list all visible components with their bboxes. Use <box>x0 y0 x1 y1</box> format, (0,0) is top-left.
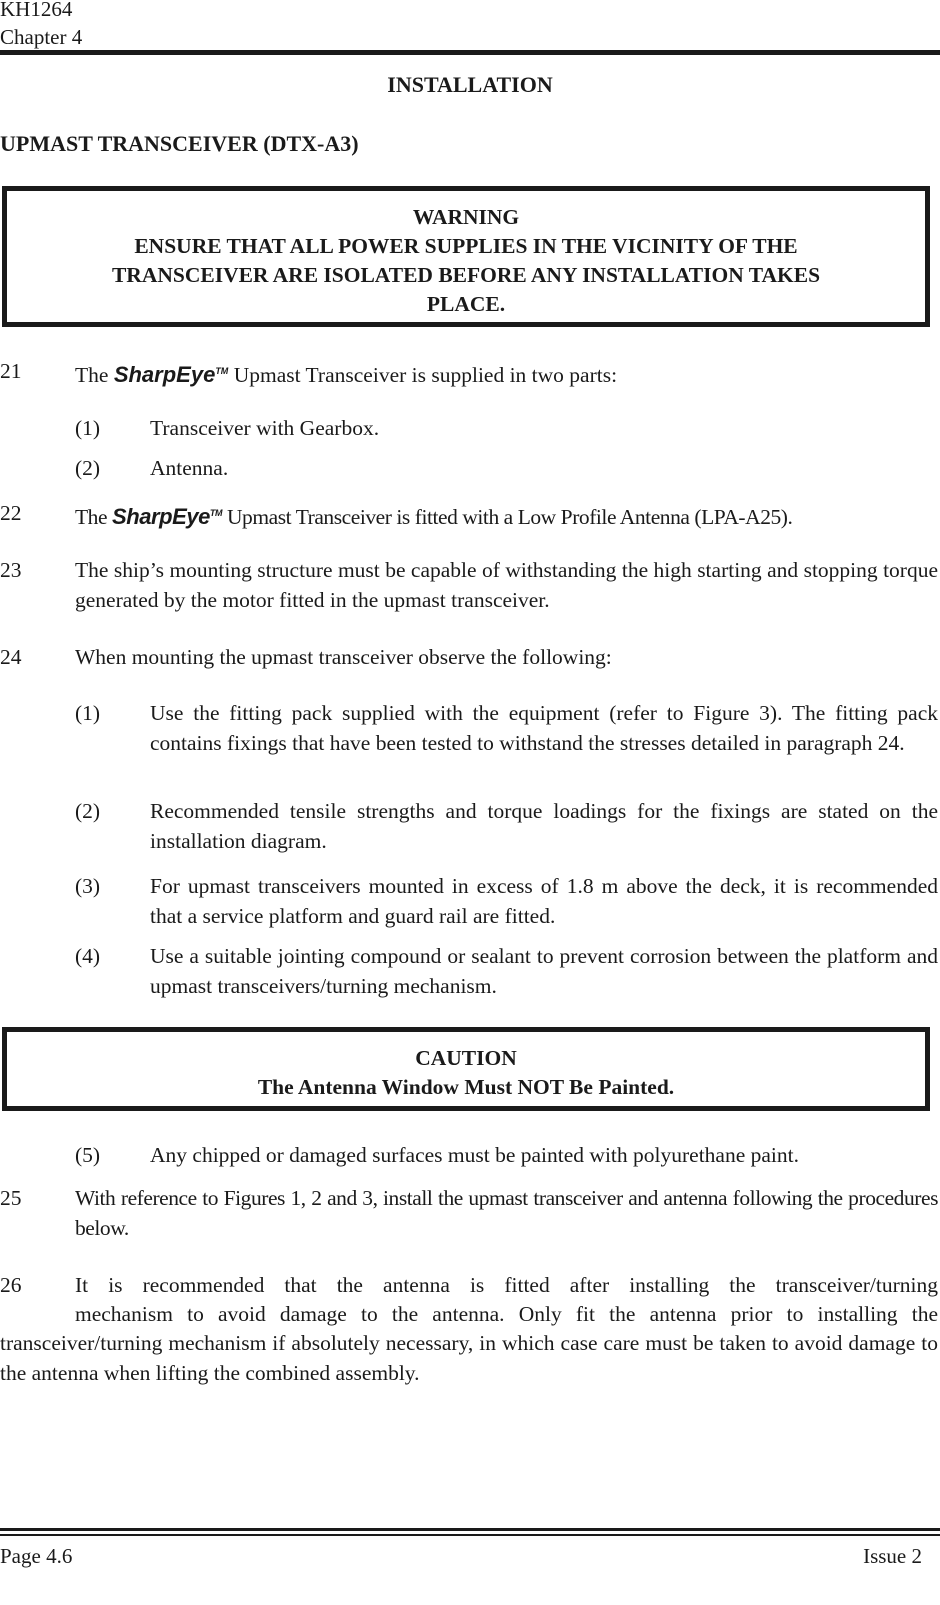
para-26-line-1: It is recommended that the antenna is fitted after installing the transceiver/turning <box>75 1273 938 1297</box>
list-item-number: (1) <box>75 701 101 725</box>
list-item: Use the fitting pack supplied with the equipment (refer to Figure 3). The fitting pack contains fixings that have been tested to withstand the stresses detailed in paragraph 24. <box>150 701 938 755</box>
para-22: The SharpEye™ Upmast Transceiver is fitted with a Low Profile Antenna (LPA-A25). <box>75 504 793 529</box>
caution-title: CAUTION <box>415 1046 517 1070</box>
section-title: INSTALLATION <box>387 72 553 97</box>
subsection-title: UPMAST TRANSCEIVER (DTX-A3) <box>0 131 359 156</box>
para-21: The SharpEye™ Upmast Transceiver is supplied in two parts: <box>75 362 618 387</box>
para-25: With reference to Figures 1, 2 and 3, install the upmast transceiver and antenna following the procedures below. <box>75 1186 938 1240</box>
list-item-number: (5) <box>75 1143 101 1167</box>
caution-box <box>2 1027 930 1111</box>
para-number-21: 21 <box>0 359 22 383</box>
list-item-number: (4) <box>75 944 101 968</box>
caution-text: The Antenna Window Must NOT Be Painted. <box>257 1075 675 1099</box>
para-26-rest: transceiver/turning mechanism if absolutely necessary, in which case care must be taken to avoid damage to the antenna when lifting the combined assembly. <box>0 1331 938 1385</box>
brand-name: SharpEye <box>112 504 210 529</box>
header-rule <box>0 50 940 55</box>
trademark-mark: TM <box>209 508 223 518</box>
para-number-26: 26 <box>0 1273 22 1297</box>
warning-box <box>2 186 930 327</box>
list-item: Any chipped or damaged surfaces must be painted with polyurethane paint. <box>150 1143 799 1167</box>
warning-title: WARNING <box>412 205 520 229</box>
list-item: Transceiver with Gearbox. <box>150 416 380 440</box>
issue-label: Issue 2 <box>863 1544 922 1568</box>
warning-line-3: PLACE. <box>426 292 506 316</box>
para-number-25: 25 <box>0 1186 22 1210</box>
para-number-23: 23 <box>0 558 22 582</box>
document-id: KH1264 <box>0 0 73 21</box>
warning-line-2: TRANSCEIVER ARE ISOLATED BEFORE ANY INSTALLATION TAKES <box>111 263 821 287</box>
list-item-number: (2) <box>75 456 101 480</box>
list-item: Recommended tensile strengths and torque loadings for the fixings are stated on the installation diagram. <box>150 799 938 853</box>
chapter-label: Chapter 4 <box>0 25 83 49</box>
list-item-number: (2) <box>75 799 101 823</box>
list-item-number: (1) <box>75 416 101 440</box>
para-26-line-2: mechanism to avoid damage to the antenna. Only fit the antenna prior to installing the <box>75 1302 938 1326</box>
footer-rule-top <box>0 1528 940 1531</box>
list-item: Antenna. <box>150 456 229 480</box>
warning-line-1: ENSURE THAT ALL POWER SUPPLIES IN THE VICINITY OF THE <box>134 234 798 258</box>
page-number: Page 4.6 <box>0 1544 73 1568</box>
footer-rule-bottom <box>0 1534 940 1536</box>
list-item-number: (3) <box>75 874 101 898</box>
para-number-22: 22 <box>0 501 22 525</box>
para-24: When mounting the upmast transceiver observe the following: <box>75 645 612 669</box>
list-item: Use a suitable jointing compound or sealant to prevent corrosion between the platform and upmast transceivers/turning mechanism. <box>150 944 938 998</box>
para-number-24: 24 <box>0 645 22 669</box>
trademark-mark: TM <box>215 366 229 376</box>
para-23: The ship’s mounting structure must be capable of withstanding the high starting and stopping torque generated by the motor fitted in the upmast transceiver. <box>75 558 938 612</box>
brand-name: SharpEye <box>113 362 216 387</box>
list-item: For upmast transceivers mounted in excess of 1.8 m above the deck, it is recommended that a service platform and guard rail are fitted. <box>150 874 938 928</box>
